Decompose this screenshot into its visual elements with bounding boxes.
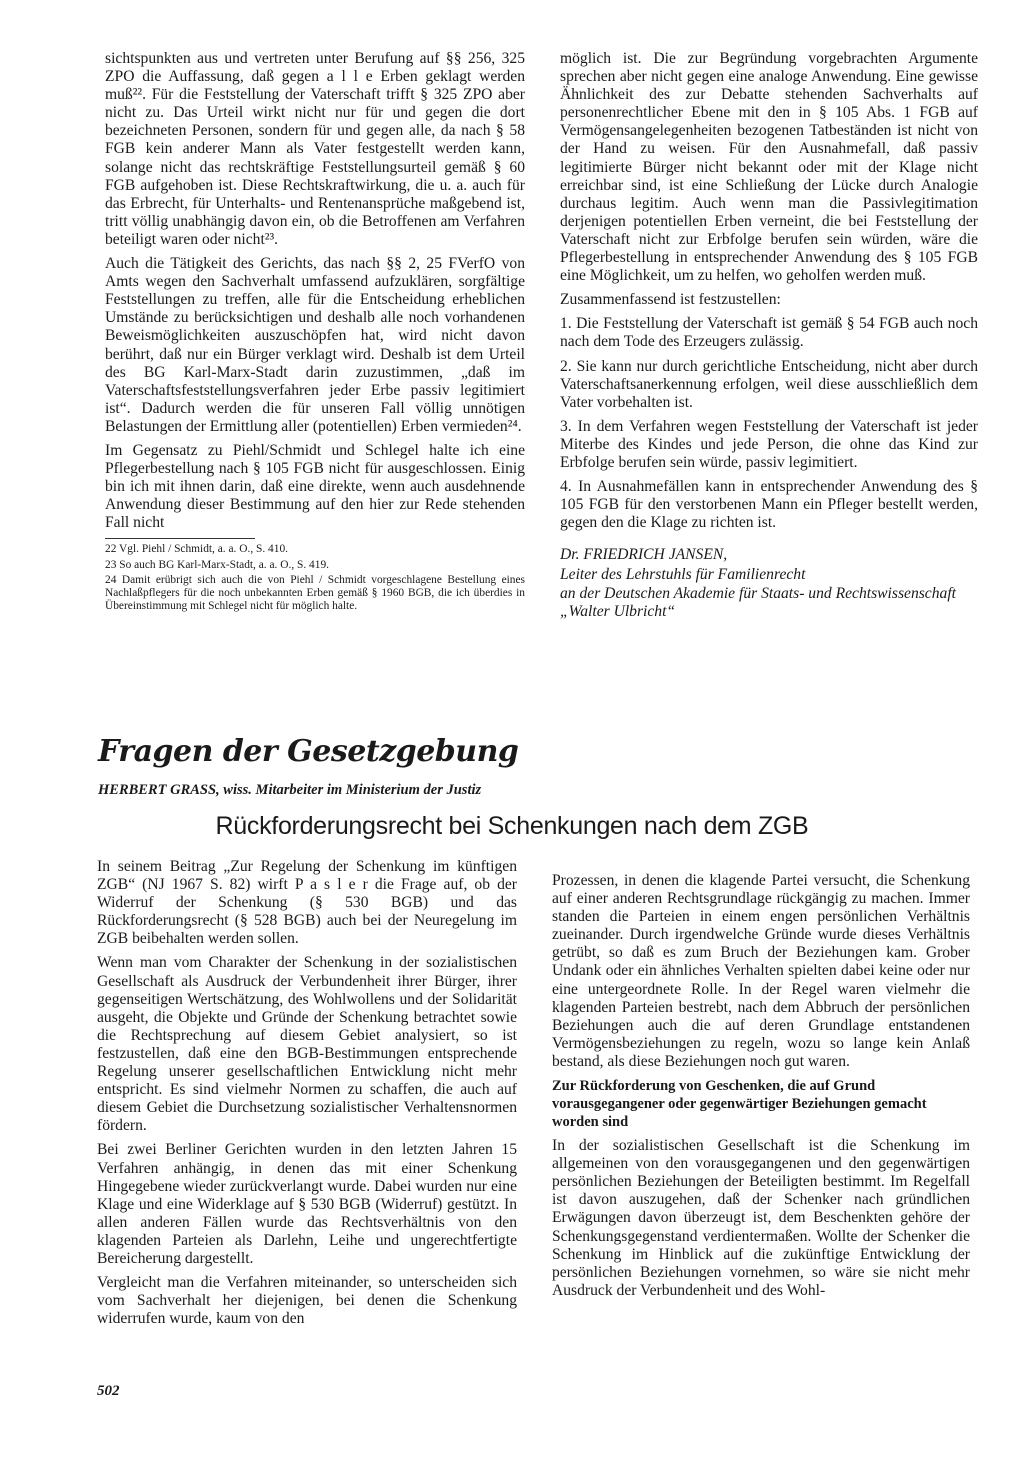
summary-point-1: 1. Die Feststellung der Vaterschaft ist gemäß § 54 FGB auch noch nach dem Tode des Erzeugers zulässig. [560,315,978,351]
paragraph: Vergleicht man die Verfahren miteinander, so unterscheiden sich vom Sachverhalt her diejenigen, bei denen die Schenkung widerrufen wurde, kaum von den [97,1274,517,1328]
signature-name: Dr. FRIEDRICH JANSEN, [560,546,728,564]
paragraph: Bei zwei Berliner Gerichten wurden in den letzten Jahren 15 Verfahren anhängig, in denen das mit einer Schenkung Hingegebene wieder zurückverlangt wurde. Dabei wurden nur eine Klage und eine Widerklage auf § 530 BGB (Widerruf) gestützt. In allen anderen Fällen wurde das Rechtsverhältnis von den klagenden Parteien als Darlehn, Leihe und ungerechtfertigte Bereicherung dargestellt. [97,1141,517,1267]
paragraph: In der sozialistischen Gesellschaft ist die Schenkung im allgemeinen von den vorausgegangenen und den gegenwärtigen persönlichen Beziehungen der Beteiligten bestimmt. Im Regelfall ist davon auszugehen, daß der Schenker nach gründlichen Erwägungen davon überzeugt ist, dem Beschenkten gehöre der Schenkungsgegenstand verdientermaßen. Wollte der Schenker die Schenkung im Hinblick auf die zukünftige Entwicklung der persönlichen Beziehungen vornehmen, so wäre sie nicht mehr Ausdruck der Verbundenheit und des Wohl- [552,1137,970,1299]
top-left-column [105,50,525,615]
bottom-right-column [552,872,970,1306]
section-heading: Fragen der Gesetzgebung [98,734,519,769]
signature-line: Leiter des Lehrstuhls für Familienrecht [560,566,806,584]
bottom-left-column [97,858,517,1334]
article-title: Rückforderungsrecht bei Schenkungen nach dem ZGB [215,812,809,840]
summary-point-2: 2. Sie kann nur durch gerichtliche Entscheidung, nicht aber durch Vaterschaftsanerkennung erfolgen, weil diese ausschließlich dem Vater vorbehalten ist. [560,357,978,411]
signature-line: an der Deutschen Akademie für Staats- und Rechtswissenschaft „Walter Ulbricht“ [560,584,956,620]
footnote-divider [105,538,255,539]
footnote-22: 22 Vgl. Piehl / Schmidt, a. a. O., S. 410. [105,543,288,556]
summary-intro: Zusammenfassend ist festzustellen: [560,291,781,309]
paragraph: Im Gegensatz zu Piehl/Schmidt und Schlegel halte ich eine Pflegerbestellung nach § 105 FGB nicht für ausgeschlossen. Einig bin ich mit ihnen darin, daß eine direkte, wenn auch ausdehnende Anwendung dieser Bestimmung auf den hier zur Rede stehenden Fall nicht [105,441,525,532]
footnote-24: 24 Damit erübrigt sich auch die von Piehl / Schmidt vorgeschlagene Bestellung eines Nachlaßpflegers für die noch unbekannten Erben gemäß § 1960 BGB, die ich überdies in Übereinstimmung mit Schlegel nicht für möglich halte. [105,573,525,613]
footnote-23: 23 So auch BG Karl-Marx-Stadt, a. a. O., S. 419. [105,558,329,571]
author-signature [560,546,978,620]
subheading: Zur Rückforderung von Geschenken, die auf Grund vorausgegangener oder gegenwärtiger Beziehungen gemacht worden sind [552,1078,927,1131]
paragraph: sichtspunkten aus und vertreten unter Berufung auf §§ 256, 325 ZPO die Auffassung, daß gegen a l l e Erben geklagt werden muß²². Für die Feststellung der Vaterschaft trifft § 325 ZPO aber nicht zu. Das Urteil wirkt nicht nur für und gegen die dort bezeichneten Personen, sondern für und gegen alle, da nach § 58 FGB kein anderer Mann als Vater festgestellt werden kann, solange nicht das rechtskräftige Feststellungsurteil gemäß § 60 FGB aufgehoben ist. Diese Rechtskraftwirkung, die u. a. auch für das Erbrecht, für Unterhalts- und Rentenansprüche maßgebend ist, tritt völlig unabhängig davon ein, ob die Betroffenen am Verfahren beteiligt waren oder nicht²³. [105,50,525,248]
paragraph: Prozessen, in denen die klagende Partei versucht, die Schenkung auf einer anderen Rechtsgrundlage rückgängig zu machen. Immer standen die Parteien in einem engen persönlichen Verhältnis zueinander. Durch irgendwelche Gründe wurde dieses Verhältnis getrübt, so daß es zum Bruch der Beziehungen kam. Grober Undank oder ein ähnliches Verhalten spielten dabei keine oder nur eine untergeordnete Rolle. In der Regel waren vielmehr die klagenden Parteien bestrebt, nach dem Abbruch der persönlichen Beziehungen auch die auf deren Grundlage entstandenen Vermögensbeziehungen zu regeln, wozu so lange kein Anlaß bestand, als diese Beziehungen noch gut waren. [552,872,970,1070]
paragraph: Auch die Tätigkeit des Gerichts, das nach §§ 2, 25 FVerfO von Amts wegen den Sachverhalt umfassend aufzuklären, sorgfältige Feststellungen zu treffen, alle für die Entscheidung erheblichen Umstände zu berücksichtigen und deshalb alle noch vorhandenen Beweismöglichkeiten auszuschöpfen hat, wird nicht davon berührt, daß nur ein Bürger verklagt wird. Deshalb ist dem Urteil des BG Karl-Marx-Stadt darin zuzustimmen, „daß im Vaterschaftsfeststellungsverfahren jeder Erbe passiv legitimiert ist“. Dadurch werden die für unseren Fall völlig unnötigen Belastungen der Ermittlung aller (potentiellen) Erben vermieden²⁴. [105,255,525,435]
summary-point-4: 4. In Ausnahmefällen kann in entsprechender Anwendung des § 105 FGB für den verstorbenen Mann ein Pfleger bestellt werden, gegen den die Klage zu richten ist. [560,478,978,532]
paragraph: Wenn man vom Charakter der Schenkung in der sozialistischen Gesellschaft als Ausdruck der Verbundenheit ihrer Bürger, ihrer gegenseitigen Wertschätzung, des Wohlwollens und der Solidarität ausgeht, die Objekte und Gründe der Schenkung betrachtet sowie die Rechtsprechung auf diesem Gebiet analysiert, so ist festzustellen, daß eine den BGB-Bestimmungen entsprechende Regelung unserer gesellschaftlichen Entwicklung nicht mehr entspricht. Es sind vielmehr Normen zu schaffen, die auch auf diesem Gebiet die Durchsetzung sozialistischer Verhaltensnormen fördern. [97,954,517,1135]
paragraph: möglich ist. Die zur Begründung vorgebrachten Argumente sprechen aber nicht gegen eine analoge Anwendung. Eine gewisse Ähnlichkeit des zur Debatte stehenden Sachverhalts auf personenrechtlicher Ebene mit den in § 105 Abs. 1 FGB auf Vermögensangelegenheiten bezogenen Tatbeständen ist nicht von der Hand zu weisen. Für den Ausnahmefall, daß passiv legitimierte Bürger nicht bekannt oder mit der Klage nicht erreichbar sind, ist eine Schließung der Lücke durch Analogie durchaus legitim. Auch wenn man die Passivlegitimation derjenigen potentiellen Erben verneint, die bei Feststellung der Vaterschaft nicht zur Erbfolge berufen sein würden, wäre die Pflegerbestellung in entsprechender Anwendung des § 105 FGB eine Möglichkeit, um zu helfen, wo geholfen werden muß. [560,50,978,285]
paragraph: In seinem Beitrag „Zur Regelung der Schenkung im künftigen ZGB“ (NJ 1967 S. 82) wirft P a s l e r die Frage auf, ob der Widerruf der Schenkung (§ 530 BGB) und das Rückforderungsrecht (§ 528 BGB) auch bei der Neuregelung im ZGB beibehalten werden sollen. [97,858,517,948]
author-line: HERBERT GRASS, wiss. Mitarbeiter im Ministerium der Justiz [98,782,482,798]
summary-point-3: 3. In dem Verfahren wegen Feststellung der Vaterschaft ist jeder Miterbe des Kindes und jede Person, die ohne das Kind zur Erbfolge berufen sein würde, passiv legimitiert. [560,417,978,471]
footnotes [105,543,525,613]
top-right-column [560,50,978,621]
page-number: 502 [97,1383,120,1399]
